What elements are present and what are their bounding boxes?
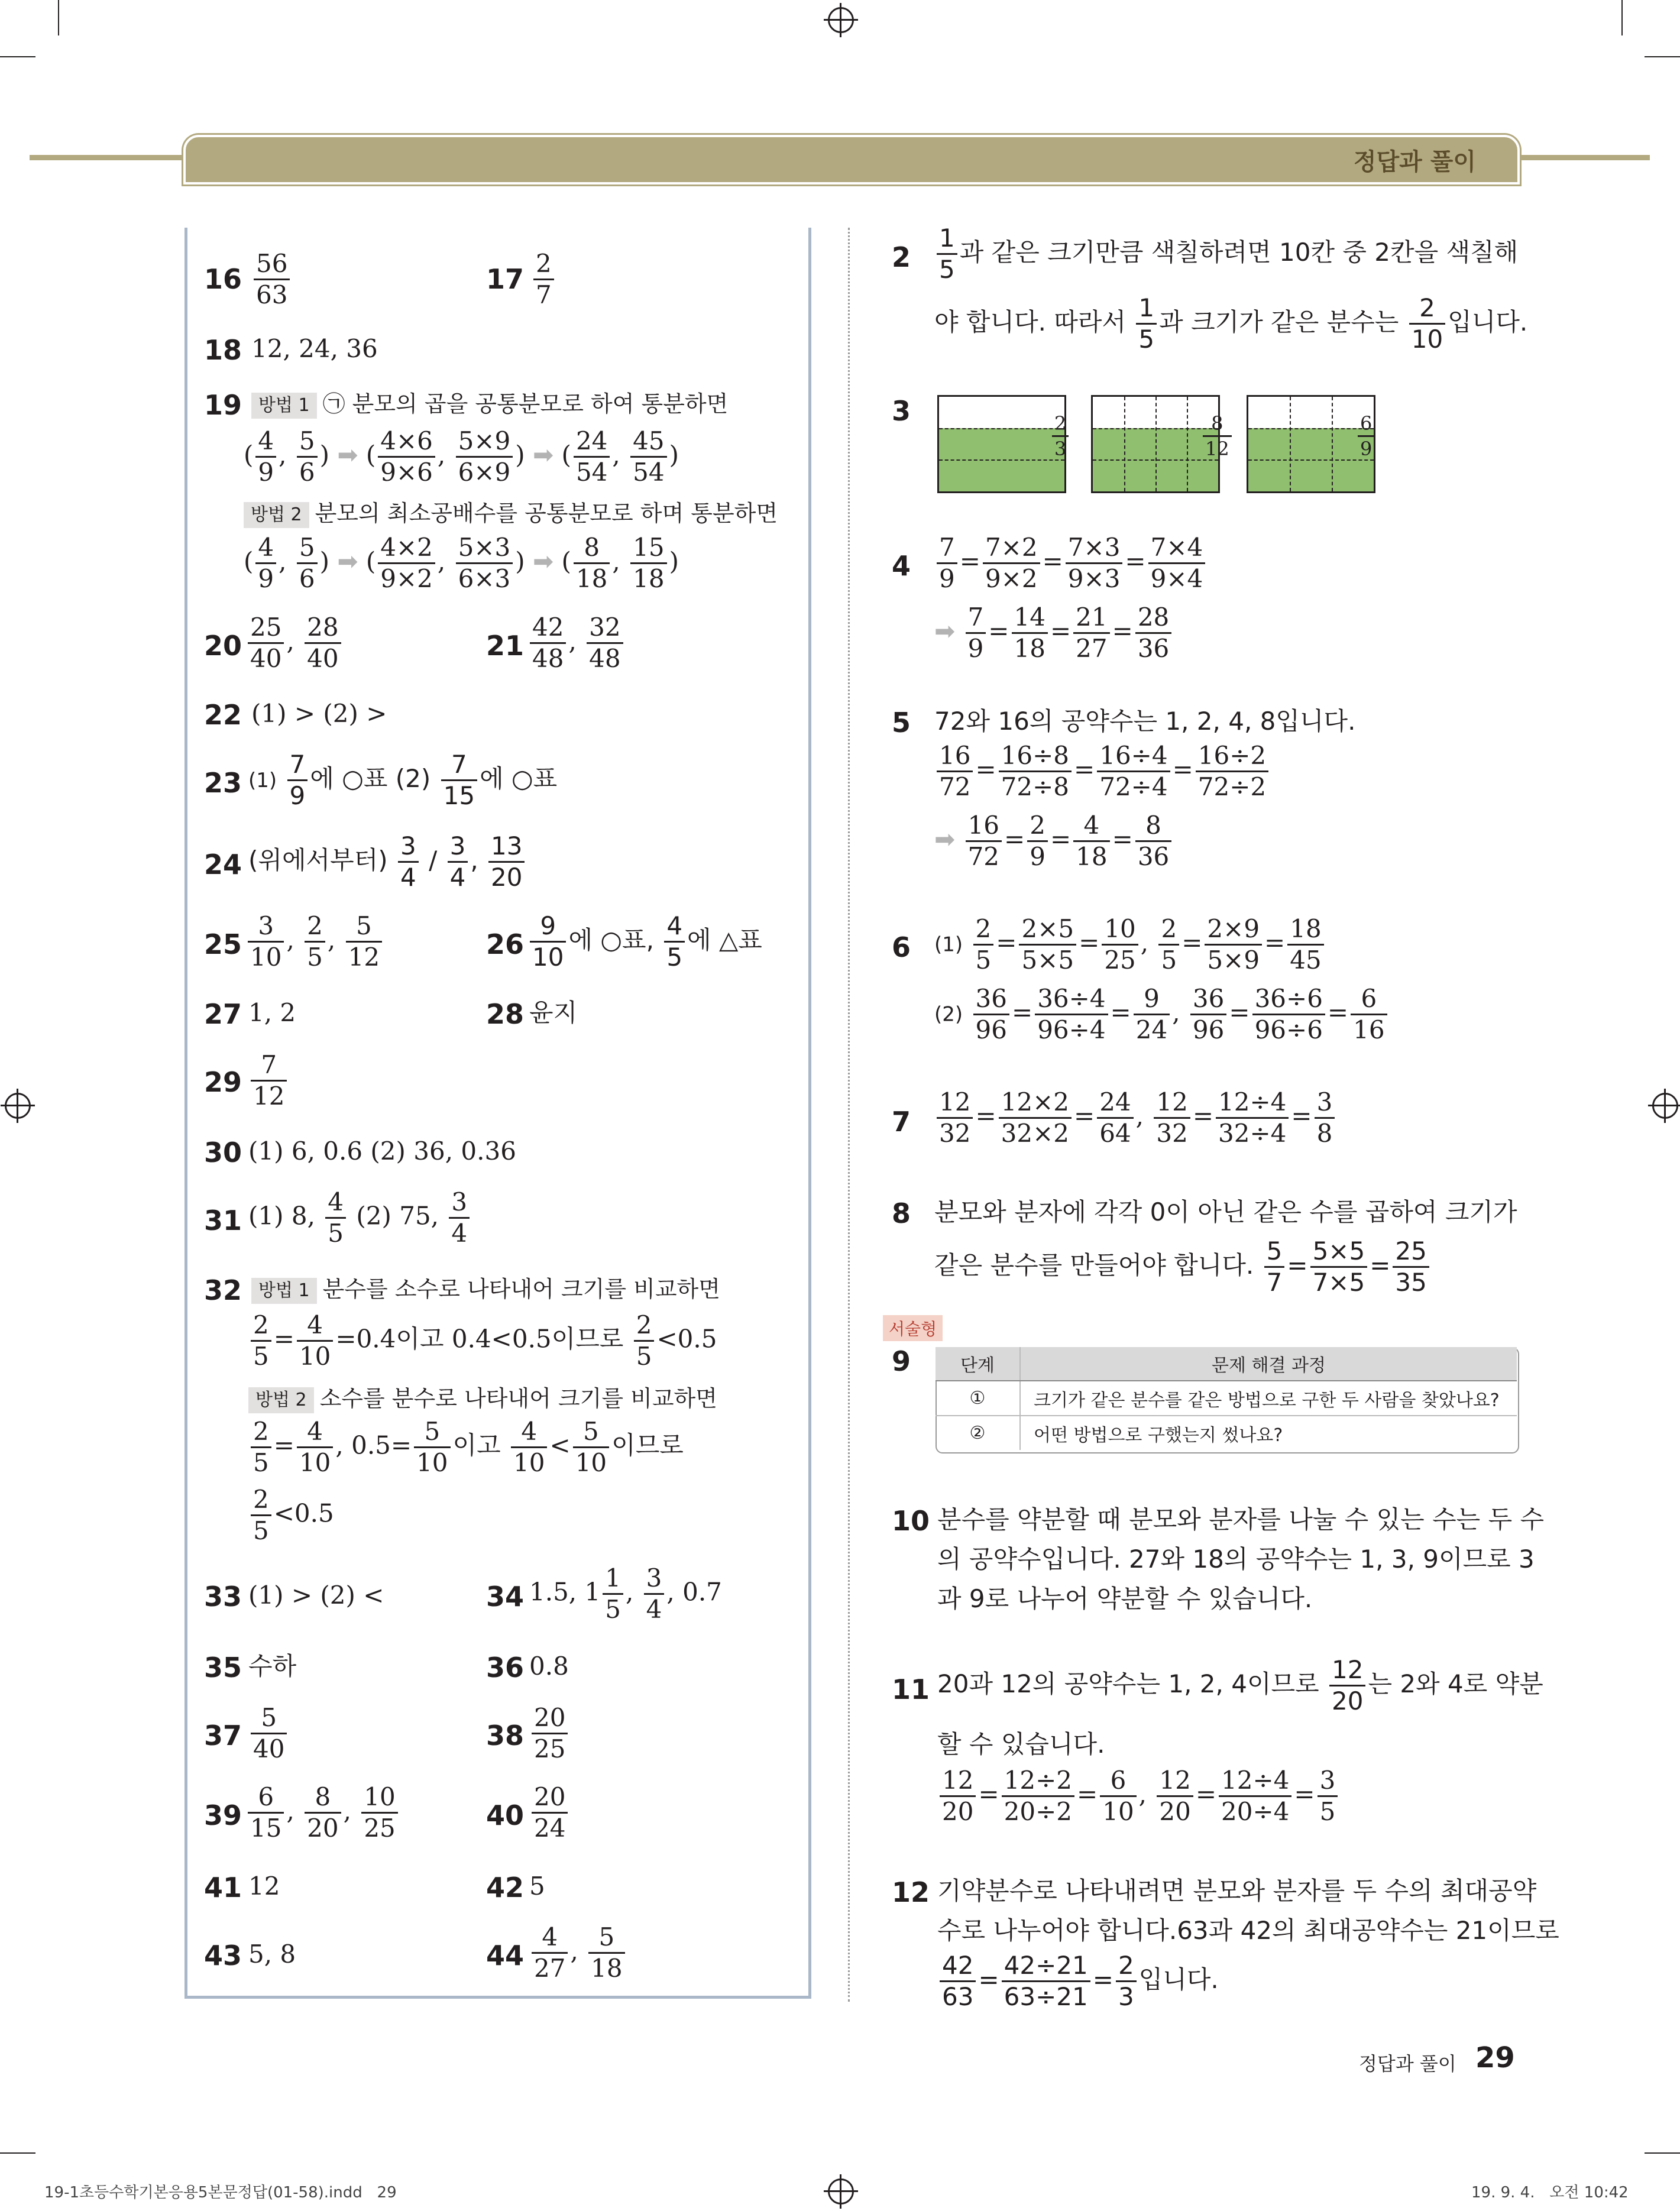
q12-line2: 수로 나누어야 합니다.63과 42의 최대공약수는 21이므로 bbox=[937, 1916, 1559, 1945]
q30-number: 30 bbox=[204, 1137, 242, 1168]
q8-line1: 분모와 분자에 각각 0이 아닌 같은 수를 곱하여 크기가 bbox=[934, 1197, 1517, 1226]
header-tab bbox=[183, 135, 1520, 184]
registration-mark-bottom bbox=[828, 2178, 854, 2204]
crop-mark bbox=[1645, 56, 1680, 57]
q20-answer: $\frac{25}{40}$ , $\frac{28}{40}$ bbox=[245, 615, 344, 671]
q8-line2: 같은 분수를 만들어야 합니다. $\frac{5}{7}$ = $\frac{5\times 5}{7\times 5}$ = $\frac{25}{35}$ bbox=[934, 1239, 1432, 1295]
q27-number: 27 bbox=[204, 998, 242, 1030]
table-header-process: 문제 해결 과정 bbox=[1020, 1347, 1517, 1381]
q32-method2: 방법 2 소수를 분수로 나타내어 크기를 비교하면 bbox=[248, 1381, 717, 1416]
q23-number: 23 bbox=[204, 767, 242, 799]
page-number: 29 bbox=[1475, 2041, 1515, 2074]
q25-number: 25 bbox=[204, 928, 242, 960]
q5-number: 5 bbox=[892, 707, 911, 739]
q20-number: 20 bbox=[204, 630, 242, 662]
q12-line1: 기약분수로 나타내려면 분모와 분자를 두 수의 최대공약 bbox=[937, 1876, 1537, 1905]
q18-number: 18 bbox=[204, 334, 242, 366]
q32-method2-result: $\frac{2}{5}$ <0.5 bbox=[248, 1487, 334, 1543]
q25-answer: $\frac{3}{10}$ , $\frac{2}{5}$ , $\frac{5}{12}$ bbox=[245, 914, 384, 970]
q28-answer: 윤지 bbox=[529, 998, 578, 1027]
q32-number: 32 bbox=[204, 1274, 242, 1306]
q31-answer: (1) 8, $\frac{4}{5}$ (2) 75, $\frac{3}{4}$ bbox=[248, 1190, 472, 1246]
q2-line1: $\frac{1}{5}$ 과 같은 크기만큼 색칠하려면 10칸 중 2칸을 색칠해 bbox=[934, 226, 1518, 282]
q31-number: 31 bbox=[204, 1205, 242, 1236]
q24-answer: (위에서부터) $\frac{3}{4}$ / $\frac{3}{4}$ , $\frac{13}{20}$ bbox=[248, 834, 527, 890]
crop-mark bbox=[0, 56, 35, 57]
q26-number: 26 bbox=[486, 928, 525, 960]
q34-answer: 1.5, 1 $\frac{1}{5}$ , $\frac{3}{4}$ , 0.7 bbox=[529, 1563, 722, 1624]
q4-line2: ➡ $\frac{7}{9}$ = $\frac{14}{18}$ = $\frac{21}{27}$ = $\frac{28}{36}$ bbox=[934, 605, 1174, 661]
q24-number: 24 bbox=[204, 849, 242, 880]
footer-file: 19-1초등수학기본응용5본문정답(01-58).indd 29 bbox=[44, 2184, 397, 2202]
q42-number: 42 bbox=[486, 1872, 525, 1904]
descriptive-badge: 서술형 bbox=[883, 1315, 943, 1341]
q22-answer: (1) > (2) > bbox=[251, 699, 387, 728]
q5-line1: 72와 16의 공약수는 1, 2, 4, 8입니다. bbox=[934, 707, 1356, 736]
registration-mark-left bbox=[5, 1093, 31, 1119]
bar-model-thirds bbox=[937, 395, 1066, 493]
q10-line1: 분수를 약분할 때 분모와 분자를 나눌 수 있는 수는 두 수 bbox=[937, 1505, 1545, 1534]
q37-number: 37 bbox=[204, 1720, 242, 1752]
q11-number: 11 bbox=[892, 1673, 930, 1705]
q27-answer: 1, 2 bbox=[248, 998, 296, 1027]
q11-line2: 할 수 있습니다. bbox=[937, 1730, 1105, 1759]
q33-answer: (1) > (2) < bbox=[248, 1581, 384, 1610]
crop-mark bbox=[58, 0, 59, 35]
table-header-step: 단계 bbox=[936, 1347, 1020, 1381]
q42-answer: 5 bbox=[529, 1872, 545, 1901]
q19-method1-work: ( $\frac{4}{9}$ , $\frac{5}{6}$ ) ➡ ( $\frac{4\times 6}{9\times 6}$ , $\frac{5\times 9}{6\times 9}$ ) ➡ ( $\frac{24}{54}$ , $\frac{45}{54}$ ) bbox=[244, 426, 679, 487]
q35-answer: 수하 bbox=[248, 1652, 297, 1681]
q38-number: 38 bbox=[486, 1720, 525, 1752]
q37-answer: $\frac{5}{40}$ bbox=[248, 1705, 289, 1762]
q39-number: 39 bbox=[204, 1799, 242, 1831]
q39-answer: $\frac{6}{15}$ , $\frac{8}{20}$ , $\frac{10}{25}$ bbox=[245, 1785, 400, 1841]
header-title: 정답과 풀이 bbox=[1353, 148, 1476, 176]
q9-number: 9 bbox=[892, 1345, 911, 1377]
q21-answer: $\frac{42}{48}$ , $\frac{32}{48}$ bbox=[527, 615, 626, 671]
q9-rubric-table bbox=[936, 1347, 1517, 1450]
q16-answer: $\frac{56}{63}$ bbox=[251, 251, 292, 307]
footer-date: 19. 9. 4. 오전 10:42 bbox=[1471, 2184, 1629, 2202]
q36-number: 36 bbox=[486, 1652, 525, 1684]
q17-number: 17 bbox=[486, 263, 525, 295]
q7-work: $\frac{12}{32}$ = $\frac{12\times 2}{32\times 2}$ = $\frac{24}{64}$ , $\frac{12}{32}$ = $\frac{12\div 4}{32\div 4}$ = $\frac{3}{8}$ bbox=[934, 1090, 1337, 1146]
q36-answer: 0.8 bbox=[529, 1652, 569, 1681]
q43-number: 43 bbox=[204, 1940, 242, 1972]
q7-number: 7 bbox=[892, 1106, 911, 1138]
q19-number: 19 bbox=[204, 389, 242, 421]
q2-line2: 야 합니다. 따라서 $\frac{1}{5}$ 과 크기가 같은 분수는 $\frac{2}{10}$ 입니다. bbox=[934, 293, 1528, 354]
q33-number: 33 bbox=[204, 1581, 242, 1613]
q19-method2: 방법 2 분모의 최소공배수를 공통분모로 하며 통분하면 bbox=[244, 496, 778, 531]
q29-number: 29 bbox=[204, 1066, 242, 1098]
q35-number: 35 bbox=[204, 1652, 242, 1684]
q18-answer: 12, 24, 36 bbox=[251, 334, 378, 363]
q40-number: 40 bbox=[486, 1799, 525, 1831]
q32-method1-work: $\frac{2}{5}$ = $\frac{4}{10}$ =0.4이고 0.4<0.5이므로 $\frac{2}{5}$ <0.5 bbox=[248, 1313, 717, 1369]
table-row: ① 크기가 같은 분수를 같은 방법으로 구한 두 사람을 찾았나요? bbox=[936, 1381, 1517, 1416]
q22-number: 22 bbox=[204, 699, 242, 731]
q10-number: 10 bbox=[892, 1505, 930, 1537]
q12-line3: $\frac{42}{63}$ = $\frac{42\div 21}{63\div 21}$ = $\frac{2}{3}$ 입니다. bbox=[937, 1953, 1219, 2009]
q29-answer: $\frac{7}{12}$ bbox=[248, 1053, 289, 1109]
q44-number: 44 bbox=[486, 1940, 525, 1972]
q6-part1: (1) $\frac{2}{5}$ = $\frac{2\times 5}{5\times 5}$ = $\frac{10}{25}$ , $\frac{2}{5}$ = $\frac{2\times 9}{5\times 9}$ = $\frac{18}{45}$ bbox=[934, 917, 1326, 973]
q34-number: 34 bbox=[486, 1581, 525, 1613]
q19-method1: 방법 1 ㉠ 분모의 곱을 공통분모로 하여 통분하면 bbox=[251, 386, 728, 422]
crop-mark bbox=[0, 2152, 35, 2154]
q11-line1: 20과 12의 공약수는 1, 2, 4이므로 $\frac{12}{20}$ 는 2와 4로 약분 bbox=[937, 1655, 1543, 1715]
q11-work: $\frac{12}{20}$ = $\frac{12\div 2}{20\div 2}$ = $\frac{6}{10}$ , $\frac{12}{20}$ = $\frac{12\div 4}{20\div 4}$ = $\frac{3}{5}$ bbox=[937, 1768, 1340, 1824]
q32-method2-work: $\frac{2}{5}$ = $\frac{4}{10}$ , 0.5= $\frac{5}{10}$ 이고 $\frac{4}{10}$ < $\frac{5}{10}$ 이므로 bbox=[248, 1419, 684, 1475]
registration-mark-top bbox=[828, 7, 854, 33]
q6-number: 6 bbox=[892, 931, 911, 963]
q4-line1: $\frac{7}{9}$ = $\frac{7\times 2}{9\times 2}$ = $\frac{7\times 3}{9\times 3}$ = $\frac{7\times 4}{9\times 4}$ bbox=[934, 535, 1208, 591]
footer-label: 정답과 풀이 bbox=[1359, 2053, 1456, 2075]
registration-mark-right bbox=[1652, 1093, 1678, 1119]
table-row: ② 어떤 방법으로 구했는지 썼나요? bbox=[936, 1416, 1517, 1450]
q23-answer: (1) $\frac{7}{9}$ 에 ○표 (2) $\frac{7}{15}$ 에 ○표 bbox=[248, 750, 558, 810]
q5-line3: ➡ $\frac{16}{72}$ = $\frac{2}{9}$ = $\frac{4}{18}$ = $\frac{8}{36}$ bbox=[934, 813, 1174, 869]
q40-answer: $\frac{20}{24}$ bbox=[529, 1785, 570, 1841]
q16-number: 16 bbox=[204, 263, 242, 295]
q30-answer: (1) 6, 0.6 (2) 36, 0.36 bbox=[248, 1137, 516, 1166]
bar-label-8-12: $\frac{8}{12}$ bbox=[1200, 414, 1234, 458]
q8-number: 8 bbox=[892, 1197, 911, 1229]
q17-answer: $\frac{2}{7}$ bbox=[531, 251, 556, 307]
q44-answer: $\frac{4}{27}$ , $\frac{5}{18}$ bbox=[529, 1925, 627, 1981]
q38-answer: $\frac{20}{25}$ bbox=[529, 1705, 570, 1762]
q6-part2: (2) $\frac{36}{96}$ = $\frac{36\div 4}{96\div 4}$ = $\frac{9}{24}$ , $\frac{36}{96}$ = $\frac{36\div 6}{96\div 6}$ = $\frac{6}{16}$ bbox=[934, 986, 1390, 1043]
q19-method2-work: ( $\frac{4}{9}$ , $\frac{5}{6}$ ) ➡ ( $\frac{4\times 2}{9\times 2}$ , $\frac{5\times 3}{6\times 3}$ ) ➡ ( $\frac{8}{18}$ , $\frac{15}{18}$ ) bbox=[244, 533, 679, 593]
bar-label-2-3: $\frac{2}{3}$ bbox=[1050, 414, 1071, 458]
q10-line3: 과 9로 나누어 약분할 수 있습니다. bbox=[937, 1584, 1313, 1613]
crop-mark bbox=[1621, 0, 1623, 35]
q3-number: 3 bbox=[892, 395, 911, 427]
q21-number: 21 bbox=[486, 630, 525, 662]
q10-line2: 의 공약수입니다. 27와 18의 공약수는 1, 3, 9이므로 3 bbox=[937, 1545, 1535, 1574]
q2-number: 2 bbox=[892, 241, 911, 273]
column-divider bbox=[848, 228, 850, 2002]
q5-line2: $\frac{16}{72}$ = $\frac{16\div 8}{72\div 8}$ = $\frac{16\div 4}{72\div 4}$ = $\frac{16\div 2}{72\div 2}$ bbox=[934, 743, 1271, 799]
q41-answer: 12 bbox=[248, 1872, 280, 1901]
q32-method1: 방법 1 분수를 소수로 나타내어 크기를 비교하면 bbox=[251, 1271, 720, 1307]
bar-label-6-9: $\frac{6}{9}$ bbox=[1355, 414, 1377, 458]
q28-number: 28 bbox=[486, 998, 525, 1030]
q41-number: 41 bbox=[204, 1872, 242, 1904]
q12-number: 12 bbox=[892, 1876, 930, 1908]
q26-answer: $\frac{9}{10}$ 에 ○표, $\frac{4}{5}$ 에 △표 bbox=[527, 914, 762, 970]
q4-number: 4 bbox=[892, 550, 911, 582]
crop-mark bbox=[1645, 2152, 1680, 2154]
q43-answer: 5, 8 bbox=[248, 1940, 296, 1969]
